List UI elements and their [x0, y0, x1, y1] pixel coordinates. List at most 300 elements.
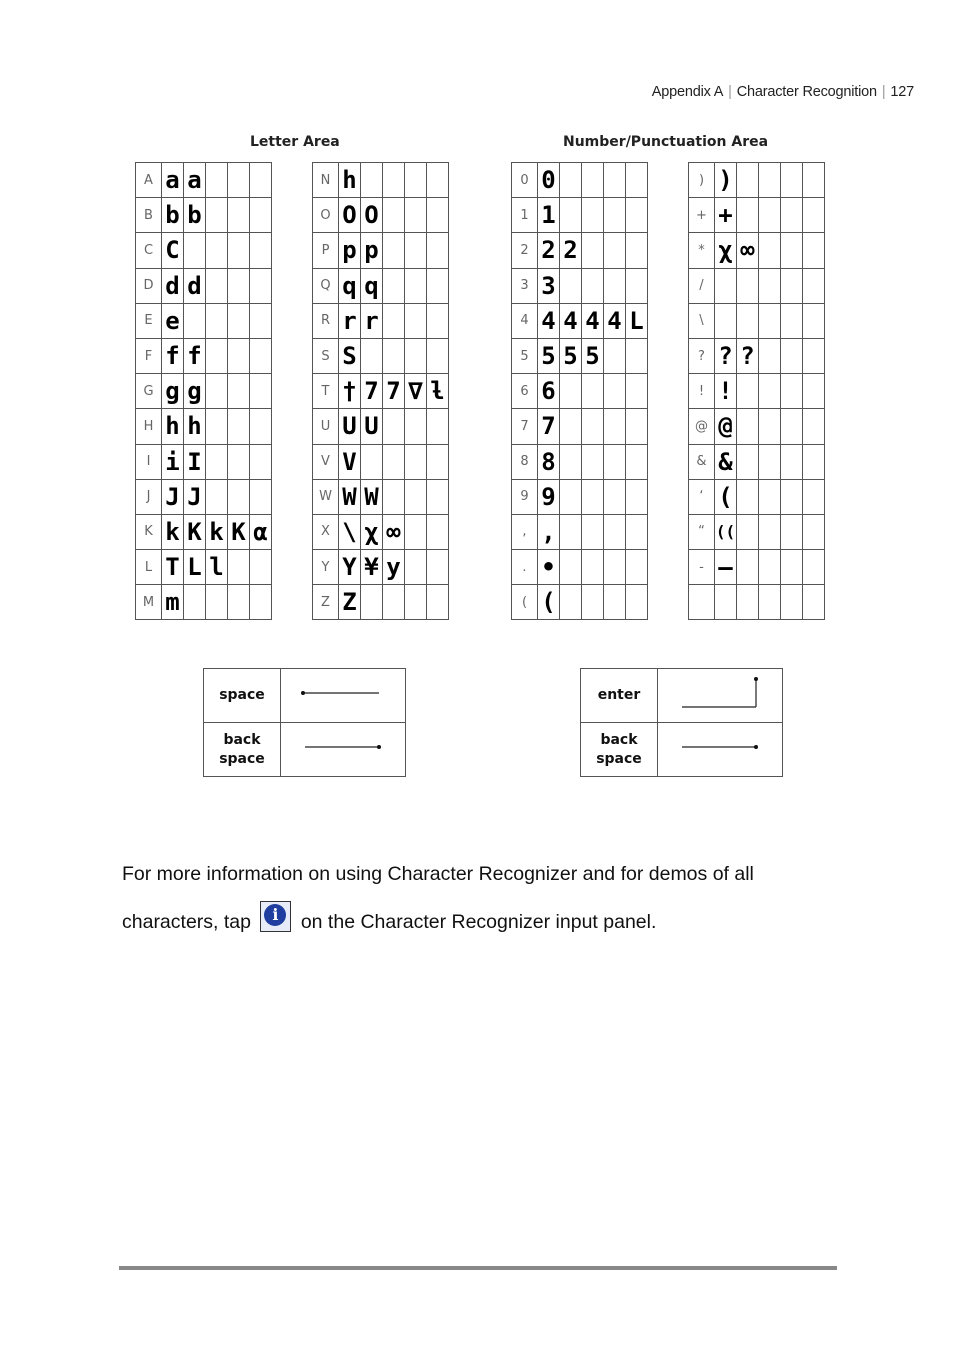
glyph-cell: [427, 444, 449, 479]
grid-row: [512, 585, 648, 620]
gesture-drawing: [658, 723, 783, 777]
glyph-cell: [206, 268, 228, 303]
row-label: ): [689, 163, 715, 198]
grid-row: [136, 374, 272, 409]
glyph-cell: ¥: [361, 550, 383, 585]
grid-row: [136, 303, 272, 338]
row-label: /: [689, 268, 715, 303]
grid-row: [512, 514, 648, 549]
glyph-cell: [250, 585, 272, 620]
glyph-cell: L: [626, 303, 648, 338]
glyph-cell: f: [184, 338, 206, 373]
glyph-cell: [781, 303, 803, 338]
glyph-cell: [228, 444, 250, 479]
glyph-cell: [759, 550, 781, 585]
grid-row: [136, 409, 272, 444]
glyph-cell: [759, 198, 781, 233]
grid-row: [512, 374, 648, 409]
glyph-cell: a: [162, 163, 184, 198]
row-label: 0: [512, 163, 538, 198]
glyph-cell: [781, 374, 803, 409]
header-section: Appendix A: [651, 84, 724, 100]
glyph-cell: [604, 409, 626, 444]
grid-row: [313, 479, 449, 514]
glyph-cell: [228, 233, 250, 268]
glyph-cell: [781, 550, 803, 585]
glyph-cell: [604, 444, 626, 479]
gesture-label: back space: [204, 723, 281, 777]
glyph-cell: [405, 268, 427, 303]
glyph-cell: 4: [582, 303, 604, 338]
grid-row: [689, 268, 825, 303]
grid-row: [313, 409, 449, 444]
punctuation-grid: [688, 162, 825, 620]
glyph-cell: 7: [383, 374, 405, 409]
grid-row: [313, 338, 449, 373]
glyph-cell: α: [250, 514, 272, 549]
glyph-cell: [184, 303, 206, 338]
glyph-cell: ): [715, 163, 737, 198]
glyph-cell: L: [184, 550, 206, 585]
glyph-cell: d: [184, 268, 206, 303]
gesture-label: space: [204, 669, 281, 723]
row-label: J: [136, 479, 162, 514]
glyph-cell: [405, 198, 427, 233]
row-label: V: [313, 444, 339, 479]
row-label: +: [689, 198, 715, 233]
row-label: 8: [512, 444, 538, 479]
glyph-cell: [582, 374, 604, 409]
grid-row: [136, 338, 272, 373]
grid-row: [689, 338, 825, 373]
glyph-cell: [803, 338, 825, 373]
glyph-cell: [560, 585, 582, 620]
glyph-cell: [781, 409, 803, 444]
glyph-cell: [250, 444, 272, 479]
glyph-cell: [715, 585, 737, 620]
grid-row: [689, 163, 825, 198]
glyph-cell: k: [206, 514, 228, 549]
glyph-cell: [206, 303, 228, 338]
grid-row: [512, 268, 648, 303]
glyph-cell: [560, 550, 582, 585]
glyph-cell: [781, 338, 803, 373]
info-icon-glyph: i: [264, 904, 286, 926]
glyph-cell: [626, 444, 648, 479]
number-grid: [511, 162, 648, 620]
row-label: \: [689, 303, 715, 338]
glyph-cell: Z: [339, 585, 361, 620]
row-label: S: [313, 338, 339, 373]
row-label: B: [136, 198, 162, 233]
grid-row: [512, 233, 648, 268]
glyph-cell: f: [162, 338, 184, 373]
glyph-cell: [427, 303, 449, 338]
glyph-cell: [737, 550, 759, 585]
grid-row: [689, 550, 825, 585]
glyph-cell: 0: [538, 163, 560, 198]
glyph-cell: 9: [538, 479, 560, 514]
glyph-cell: [604, 233, 626, 268]
row-label: X: [313, 514, 339, 549]
glyph-cell: [383, 338, 405, 373]
row-label: A: [136, 163, 162, 198]
glyph-cell: •: [538, 550, 560, 585]
glyph-cell: [759, 585, 781, 620]
glyph-cell: 4: [604, 303, 626, 338]
gesture-dot: [754, 677, 758, 681]
glyph-cell: [803, 198, 825, 233]
row-label: Y: [313, 550, 339, 585]
glyph-cell: [560, 163, 582, 198]
glyph-cell: [604, 514, 626, 549]
row-label: 9: [512, 479, 538, 514]
glyph-cell: 7: [361, 374, 383, 409]
glyph-cell: [759, 444, 781, 479]
glyph-cell: 8: [538, 444, 560, 479]
glyph-cell: 3: [538, 268, 560, 303]
glyph-cell: [582, 444, 604, 479]
glyph-cell: [737, 374, 759, 409]
glyph-cell: [737, 303, 759, 338]
glyph-cell: [228, 409, 250, 444]
number-area-title: Number/Punctuation Area: [563, 134, 769, 150]
glyph-cell: !: [715, 374, 737, 409]
row-label: U: [313, 409, 339, 444]
glyph-cell: l: [206, 550, 228, 585]
grid-row: [313, 374, 449, 409]
glyph-cell: [626, 479, 648, 514]
glyph-cell: [737, 444, 759, 479]
grid-row: [136, 585, 272, 620]
glyph-cell: S: [339, 338, 361, 373]
glyph-cell: ƚ: [427, 374, 449, 409]
glyph-cell: χ: [715, 233, 737, 268]
glyph-cell: [427, 163, 449, 198]
glyph-cell: [405, 338, 427, 373]
grid-row: [689, 233, 825, 268]
row-label: 3: [512, 268, 538, 303]
page-number: 127: [890, 84, 914, 100]
glyph-cell: r: [339, 303, 361, 338]
glyph-cell: [604, 268, 626, 303]
glyph-cell: [560, 514, 582, 549]
glyph-cell: 5: [560, 338, 582, 373]
glyph-cell: [184, 585, 206, 620]
row-label: 1: [512, 198, 538, 233]
grid-row: [512, 163, 648, 198]
glyph-cell: [361, 163, 383, 198]
glyph-cell: [582, 550, 604, 585]
grid-row: [689, 479, 825, 514]
glyph-cell: [604, 479, 626, 514]
glyph-cell: b: [184, 198, 206, 233]
glyph-cell: [781, 585, 803, 620]
glyph-cell: [250, 163, 272, 198]
glyph-cell: [427, 268, 449, 303]
glyph-cell: (: [538, 585, 560, 620]
glyph-cell: [361, 585, 383, 620]
row-label: 5: [512, 338, 538, 373]
glyph-cell: [405, 303, 427, 338]
glyph-cell: [250, 550, 272, 585]
glyph-cell: [250, 479, 272, 514]
glyph-cell: O: [339, 198, 361, 233]
gesture-label: back space: [581, 723, 658, 777]
glyph-cell: [383, 233, 405, 268]
glyph-cell: [250, 374, 272, 409]
glyph-cell: [737, 268, 759, 303]
grid-row: [136, 268, 272, 303]
header-title: Character Recognition: [736, 84, 877, 100]
glyph-cell: b: [162, 198, 184, 233]
gesture-row: [204, 723, 406, 777]
glyph-cell: [781, 268, 803, 303]
glyph-cell: +: [715, 198, 737, 233]
grid-row: [512, 409, 648, 444]
glyph-cell: [206, 233, 228, 268]
glyph-cell: [604, 585, 626, 620]
info-icon[interactable]: [260, 901, 291, 932]
glyph-cell: [383, 585, 405, 620]
glyph-cell: [759, 233, 781, 268]
glyph-cell: [228, 163, 250, 198]
glyph-cell: [781, 479, 803, 514]
glyph-cell: [560, 268, 582, 303]
glyph-cell: 1: [538, 198, 560, 233]
row-label: E: [136, 303, 162, 338]
glyph-cell: [560, 198, 582, 233]
glyph-cell: [737, 163, 759, 198]
glyph-cell: [228, 338, 250, 373]
grid-row: [689, 374, 825, 409]
grid-row: [313, 233, 449, 268]
glyph-cell: [626, 514, 648, 549]
glyph-cell: [737, 585, 759, 620]
grid-row: [689, 198, 825, 233]
glyph-cell: [737, 514, 759, 549]
glyph-cell: V: [339, 444, 361, 479]
row-label: C: [136, 233, 162, 268]
glyph-cell: [228, 585, 250, 620]
gesture-row: [581, 723, 783, 777]
glyph-cell: @: [715, 409, 737, 444]
glyph-cell: J: [162, 479, 184, 514]
grid-row: [313, 514, 449, 549]
glyph-cell: g: [162, 374, 184, 409]
glyph-cell: [228, 550, 250, 585]
grid-row: [689, 444, 825, 479]
glyph-cell: q: [361, 268, 383, 303]
glyph-cell: q: [339, 268, 361, 303]
glyph-cell: y: [383, 550, 405, 585]
row-label: [689, 585, 715, 620]
glyph-cell: [228, 268, 250, 303]
grid-row: [689, 303, 825, 338]
grid-row: [512, 444, 648, 479]
glyph-cell: [206, 163, 228, 198]
glyph-cell: 4: [538, 303, 560, 338]
grid-row: [136, 163, 272, 198]
glyph-cell: [427, 409, 449, 444]
grid-row: [313, 585, 449, 620]
glyph-cell: [582, 514, 604, 549]
row-label: 6: [512, 374, 538, 409]
glyph-cell: [781, 198, 803, 233]
letter-area-title: Letter Area: [250, 134, 340, 150]
row-label: I: [136, 444, 162, 479]
glyph-cell: [206, 585, 228, 620]
glyph-cell: \: [339, 514, 361, 549]
glyph-cell: [405, 233, 427, 268]
grid-row: [313, 268, 449, 303]
grid-row: [689, 409, 825, 444]
grid-row: [689, 585, 825, 620]
glyph-cell: [427, 479, 449, 514]
glyph-cell: K: [228, 514, 250, 549]
glyph-cell: [206, 409, 228, 444]
row-label: Q: [313, 268, 339, 303]
info-text-before: characters, tap: [122, 911, 251, 933]
row-label: Z: [313, 585, 339, 620]
glyph-cell: [781, 163, 803, 198]
row-label: ,: [512, 514, 538, 549]
glyph-cell: 7: [538, 409, 560, 444]
glyph-cell: [582, 268, 604, 303]
glyph-cell: [759, 338, 781, 373]
glyph-cell: [626, 163, 648, 198]
row-label: (: [512, 585, 538, 620]
glyph-cell: [228, 198, 250, 233]
glyph-cell: [715, 268, 737, 303]
glyph-cell: [737, 198, 759, 233]
glyph-cell: [250, 198, 272, 233]
header-separator: |: [881, 84, 886, 100]
glyph-cell: [582, 163, 604, 198]
row-label: !: [689, 374, 715, 409]
glyph-cell: [405, 550, 427, 585]
glyph-cell: J: [184, 479, 206, 514]
glyph-cell: [206, 338, 228, 373]
glyph-cell: 4: [560, 303, 582, 338]
glyph-cell: U: [361, 409, 383, 444]
glyph-cell: p: [361, 233, 383, 268]
row-label: *: [689, 233, 715, 268]
glyph-cell: [206, 374, 228, 409]
grid-row: [136, 198, 272, 233]
glyph-cell: [626, 550, 648, 585]
glyph-cell: [626, 409, 648, 444]
glyph-cell: [405, 479, 427, 514]
gesture-stroke-icon: [281, 669, 404, 717]
info-paragraph-line1: For more information on using Character Recognizer and for demos of all: [122, 863, 754, 885]
grid-row: [689, 514, 825, 549]
row-label: 4: [512, 303, 538, 338]
glyph-cell: [582, 479, 604, 514]
row-label: P: [313, 233, 339, 268]
grid-row: [136, 444, 272, 479]
number-gesture-table: [580, 668, 783, 777]
info-paragraph-line2: [122, 901, 842, 934]
glyph-cell: [803, 409, 825, 444]
glyph-cell: –: [715, 550, 737, 585]
grid-row: [136, 550, 272, 585]
glyph-cell: W: [339, 479, 361, 514]
glyph-cell: [604, 550, 626, 585]
glyph-cell: [228, 479, 250, 514]
glyph-cell: ((: [715, 514, 737, 549]
glyph-cell: [560, 374, 582, 409]
glyph-cell: [405, 514, 427, 549]
glyph-cell: ∇: [405, 374, 427, 409]
glyph-cell: [228, 303, 250, 338]
glyph-cell: [228, 374, 250, 409]
glyph-cell: [803, 163, 825, 198]
grid-row: [512, 550, 648, 585]
glyph-cell: [383, 198, 405, 233]
glyph-cell: &: [715, 444, 737, 479]
glyph-cell: [626, 338, 648, 373]
glyph-cell: [803, 303, 825, 338]
glyph-cell: [737, 409, 759, 444]
glyph-cell: [250, 268, 272, 303]
row-label: ?: [689, 338, 715, 373]
glyph-cell: [206, 444, 228, 479]
glyph-cell: ,: [538, 514, 560, 549]
grid-row: [313, 303, 449, 338]
letter-grid-a-m: [135, 162, 272, 620]
glyph-cell: [427, 338, 449, 373]
row-label: ‘: [689, 479, 715, 514]
glyph-cell: 5: [582, 338, 604, 373]
glyph-cell: [560, 479, 582, 514]
letter-grid-n-z: [312, 162, 449, 620]
grid-row: [136, 479, 272, 514]
glyph-cell: [604, 163, 626, 198]
glyph-cell: [383, 268, 405, 303]
glyph-cell: i: [162, 444, 184, 479]
glyph-cell: (: [715, 479, 737, 514]
glyph-cell: [803, 233, 825, 268]
glyph-cell: [604, 374, 626, 409]
row-label: -: [689, 550, 715, 585]
glyph-cell: [803, 374, 825, 409]
row-label: “: [689, 514, 715, 549]
page-header: [652, 84, 914, 100]
glyph-cell: [250, 338, 272, 373]
gesture-drawing: [281, 669, 406, 723]
glyph-cell: [582, 198, 604, 233]
glyph-cell: [626, 198, 648, 233]
gesture-dot: [377, 745, 381, 749]
glyph-cell: r: [361, 303, 383, 338]
glyph-cell: [383, 163, 405, 198]
gesture-row: [581, 669, 783, 723]
glyph-cell: Y: [339, 550, 361, 585]
glyph-cell: [626, 268, 648, 303]
glyph-cell: [405, 409, 427, 444]
glyph-cell: h: [162, 409, 184, 444]
glyph-cell: [383, 303, 405, 338]
glyph-cell: [759, 374, 781, 409]
glyph-cell: [737, 479, 759, 514]
gesture-row: [204, 669, 406, 723]
glyph-cell: [626, 374, 648, 409]
glyph-cell: W: [361, 479, 383, 514]
glyph-cell: ?: [715, 338, 737, 373]
glyph-cell: [626, 585, 648, 620]
row-label: G: [136, 374, 162, 409]
